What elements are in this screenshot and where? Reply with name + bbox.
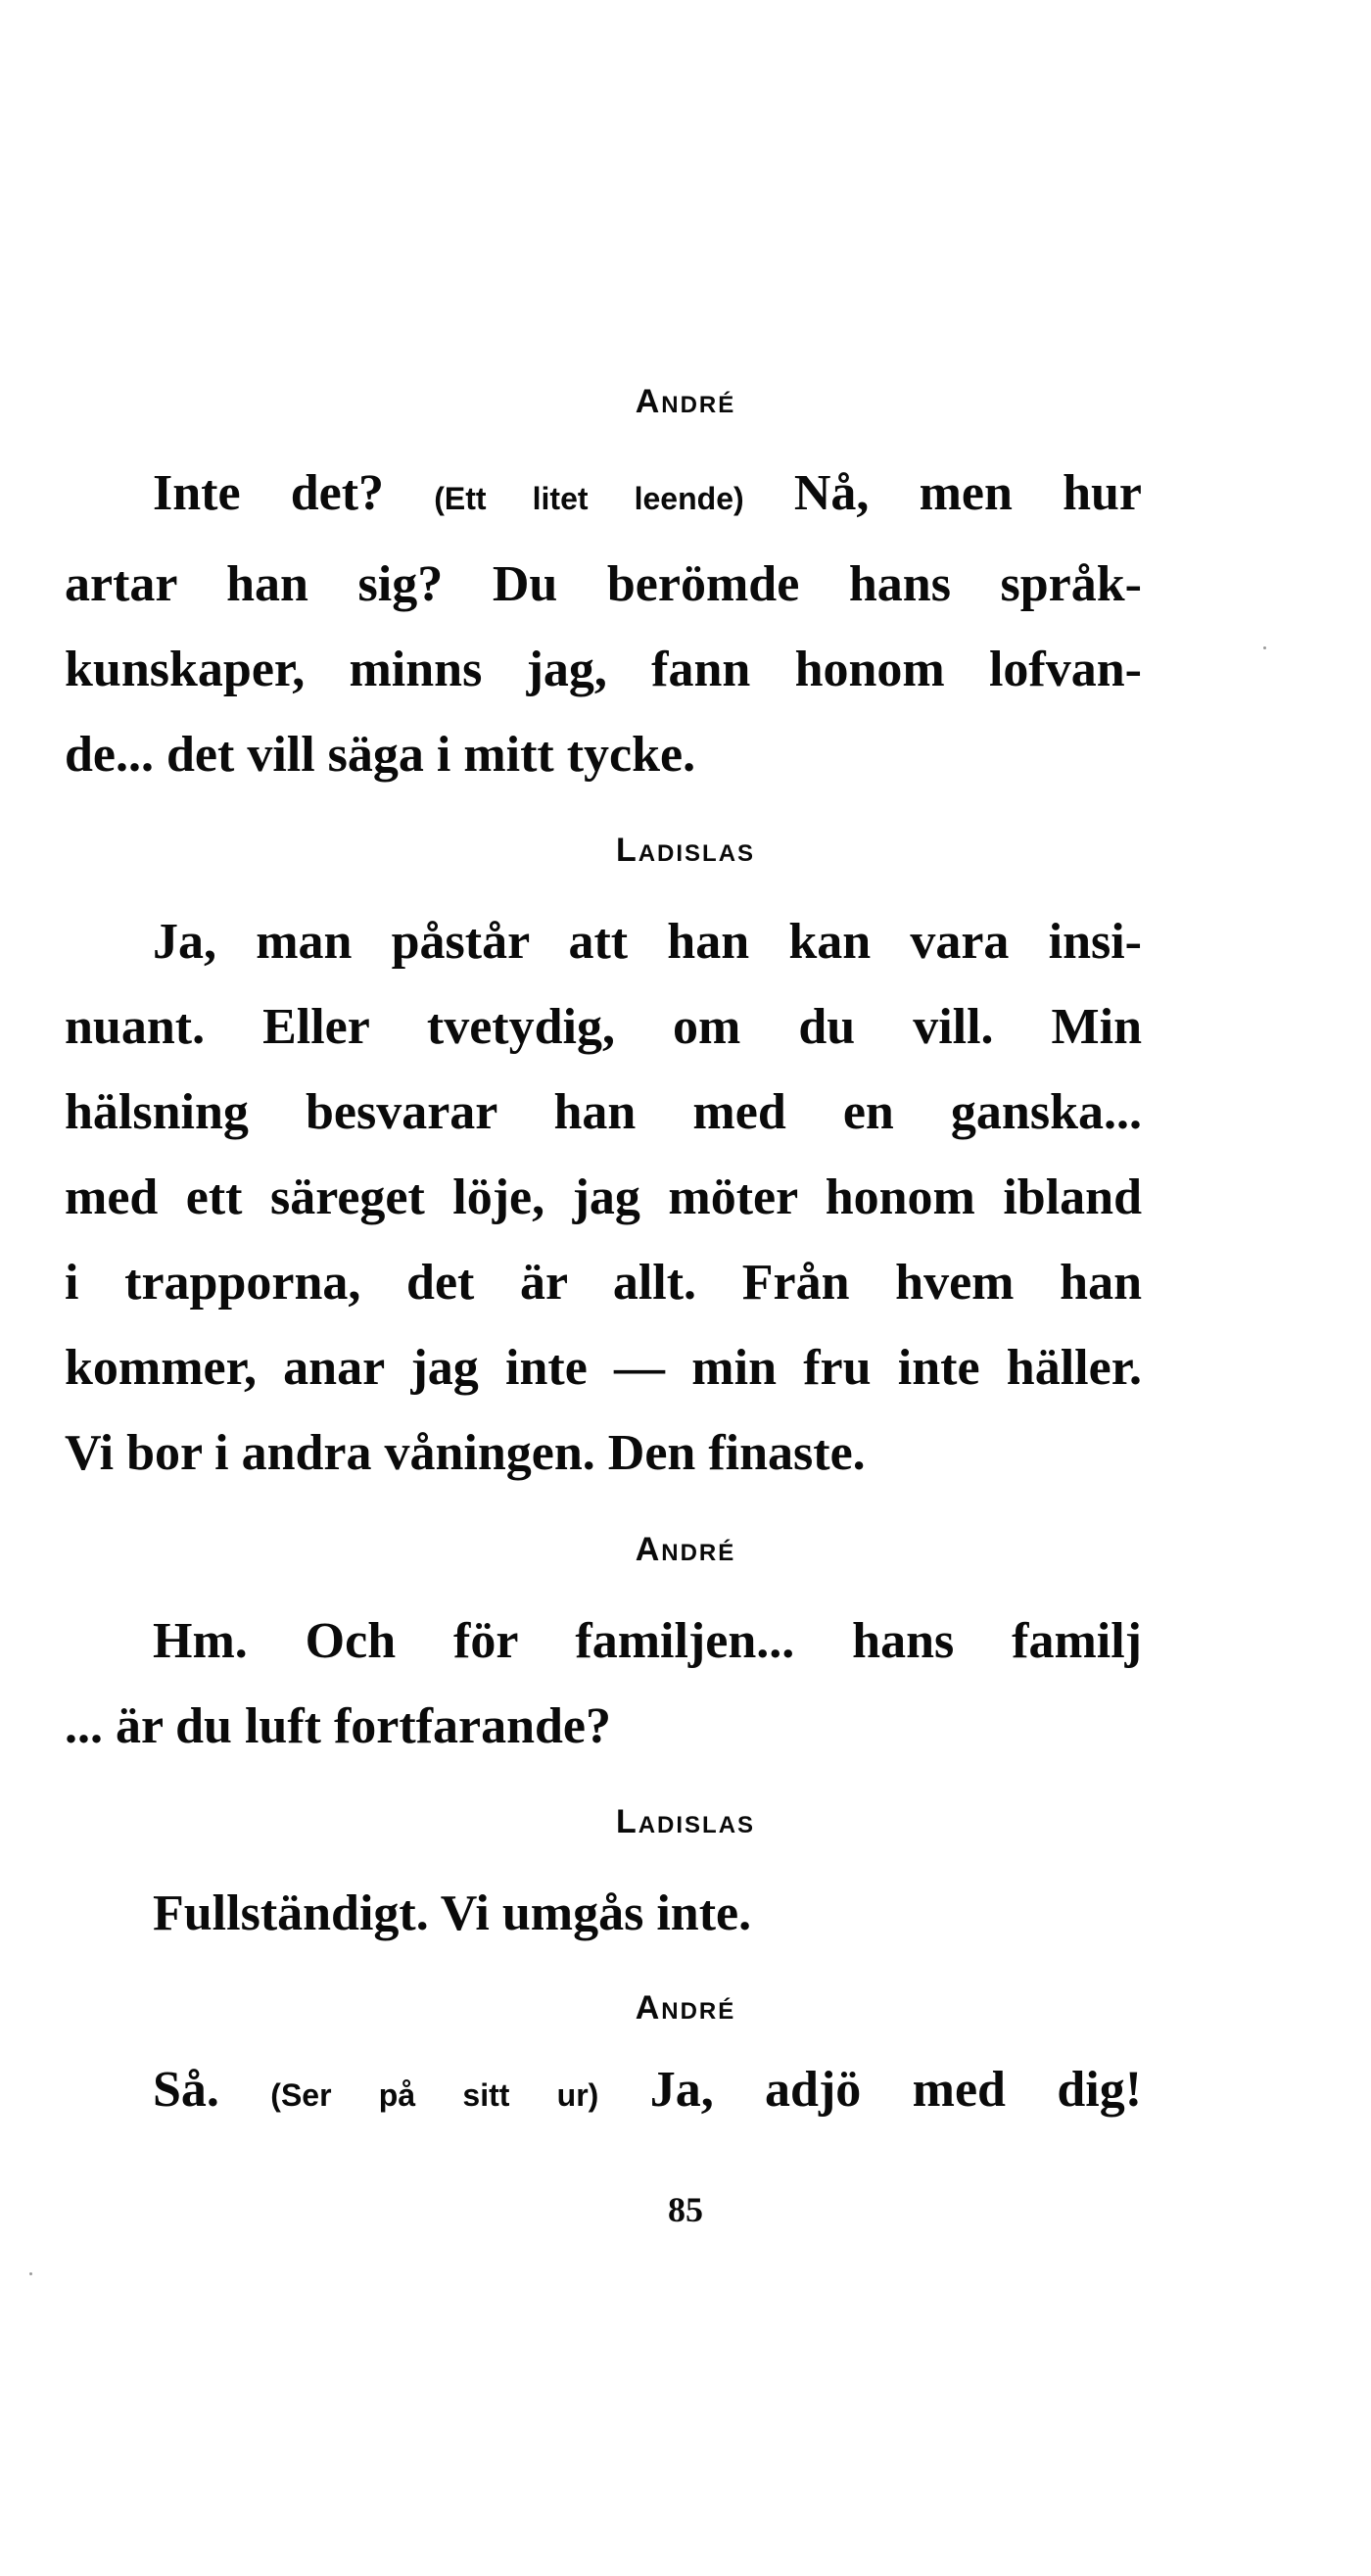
speech-line xyxy=(65,451,1142,542)
page-number: 85 xyxy=(668,2190,703,2229)
speech-text: Så. xyxy=(153,2062,219,2118)
speech-block xyxy=(65,899,1142,1496)
speech-block xyxy=(65,1871,1142,1956)
speech-line: Hm. Och för familjen... hans familj xyxy=(153,1613,1142,1669)
stage-direction: (Ser på sitt ur) xyxy=(270,2077,599,2113)
speech-block xyxy=(65,451,1142,797)
speech-line: artar han sig? Du berömde hans språk- xyxy=(65,556,1142,612)
speaker-name: André xyxy=(635,1531,736,1568)
speaker-name: Ladislas xyxy=(615,832,756,869)
speech-line xyxy=(65,2047,1142,2138)
speech-line: hälsning besvarar han med en ganska... xyxy=(65,1084,1142,1140)
speech-line: Ja, man påstår att han kan vara insi- xyxy=(153,914,1142,970)
speech-line: ... är du luft fortfarande? xyxy=(65,1698,612,1754)
speech-line: i trapporna, det är allt. Från hvem han xyxy=(65,1255,1142,1311)
speech-text: Inte det? xyxy=(153,465,385,521)
scan-speck xyxy=(29,2272,32,2275)
stage-direction: (Ett litet leende) xyxy=(434,481,744,516)
speech-line: Fullständigt. Vi umgås inte. xyxy=(153,1885,752,1941)
speech-line: kunskaper, minns jag, fann honom lofvan- xyxy=(65,642,1142,697)
speech-text: Ja, adjö med dig! xyxy=(649,2062,1143,2118)
speech-line: med ett säreget löje, jag möter honom ibland xyxy=(65,1169,1142,1225)
speaker-name: Ladislas xyxy=(615,1803,756,1840)
speech-text: Nå, men hur xyxy=(793,465,1142,521)
speech-line: Vi bor i andra våningen. Den finaste. xyxy=(65,1425,866,1481)
speaker-name: André xyxy=(635,383,736,420)
speech-block xyxy=(65,1598,1142,1769)
speech-line: nuant. Eller tvetydig, om du vill. Min xyxy=(65,999,1142,1055)
speech-block xyxy=(65,2047,1142,2138)
speech-line: kommer, anar jag inte — min fru inte häller. xyxy=(65,1340,1142,1396)
scan-speck xyxy=(1263,646,1266,649)
speech-line: de... det vill säga i mitt tycke. xyxy=(65,727,696,783)
speaker-name: André xyxy=(635,1989,736,2027)
